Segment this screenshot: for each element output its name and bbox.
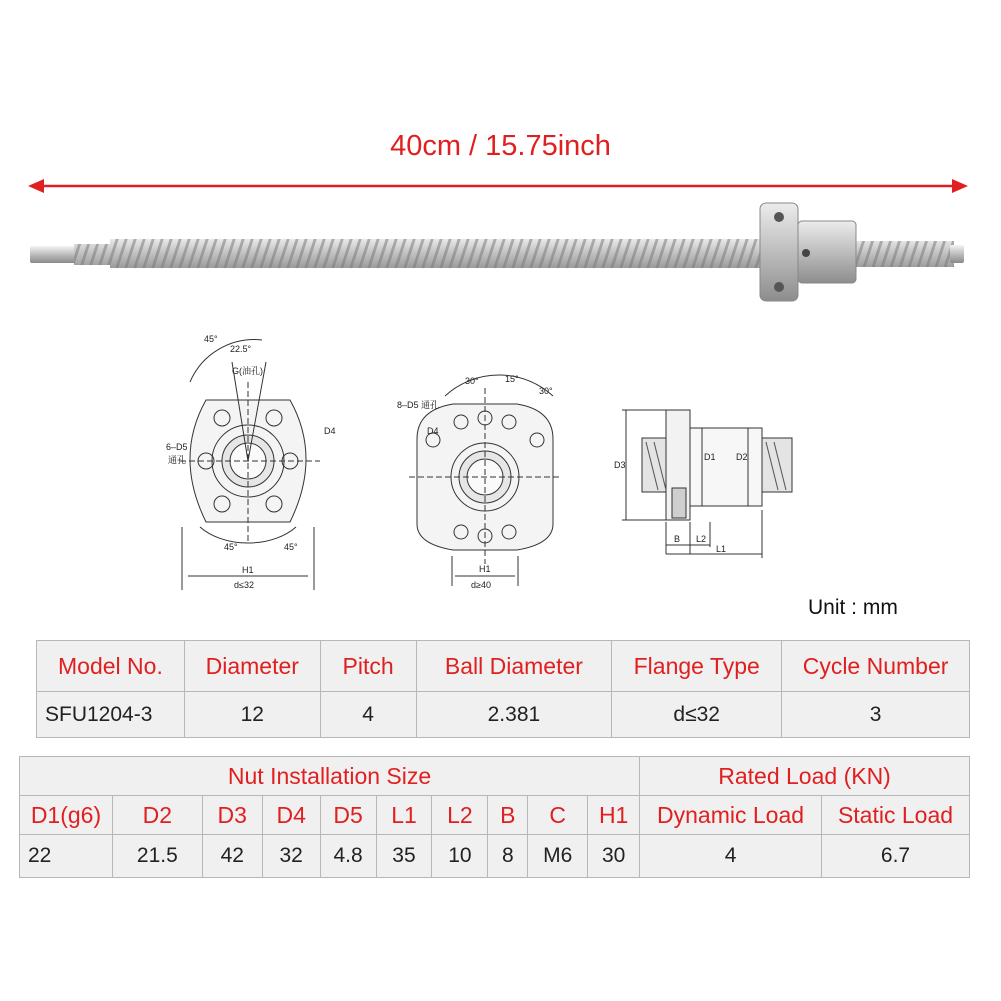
value-dynamic-load: 4	[640, 835, 822, 878]
value-d1: 22	[20, 835, 113, 878]
value-l2: 10	[432, 835, 488, 878]
d4-label: D4	[324, 426, 336, 436]
header-d4: D4	[262, 796, 320, 835]
group-nut-installation: Nut Installation Size	[20, 757, 640, 796]
h1-label-mid: H1	[479, 564, 491, 574]
model-table-header-row	[37, 641, 970, 692]
header-c: C	[528, 796, 588, 835]
unit-label: Unit : mm	[808, 596, 898, 619]
nut-size-table	[19, 756, 970, 878]
nut-side-view-diagram	[612, 402, 800, 562]
angle-22-5: 22.5°	[230, 344, 252, 354]
header-d2: D2	[112, 796, 202, 835]
flange-spec-mid: d≥40	[471, 580, 491, 590]
nut-table-header-row	[20, 796, 970, 835]
angle-30-right: 30°	[539, 386, 553, 396]
model-table-value-row	[37, 692, 970, 738]
header-d3: D3	[202, 796, 262, 835]
d2-label: D2	[736, 452, 748, 462]
header-d1: D1(g6)	[20, 796, 113, 835]
header-l1: L1	[376, 796, 432, 835]
angle-30-left: 30°	[465, 376, 479, 386]
value-ball-diameter: 2.381	[416, 692, 612, 738]
flange-diagram-8hole	[395, 364, 575, 592]
value-d3: 42	[202, 835, 262, 878]
header-b: B	[488, 796, 528, 835]
length-label: 40cm / 15.75inch	[390, 130, 611, 162]
value-b: 8	[488, 835, 528, 878]
header-static-load: Static Load	[822, 796, 970, 835]
d3-label: D3	[614, 460, 626, 470]
value-model-no: SFU1204-3	[37, 692, 185, 738]
value-static-load: 6.7	[822, 835, 970, 878]
header-dynamic-load: Dynamic Load	[640, 796, 822, 835]
header-pitch: Pitch	[320, 641, 416, 692]
through-hole-label: 通孔	[168, 455, 187, 465]
group-rated-load: Rated Load (KN)	[640, 757, 970, 796]
flange-diagram-round	[160, 322, 340, 592]
d5-8hole-label: 8–D5 通孔	[397, 400, 440, 410]
angle-45-br: 45°	[284, 542, 298, 552]
h1-label: H1	[242, 565, 254, 575]
b-label: B	[674, 534, 681, 544]
angle-15: 15°	[505, 374, 519, 384]
value-flange-type: d≤32	[612, 692, 782, 738]
header-d5: D5	[320, 796, 376, 835]
angle-45-top: 45°	[204, 334, 218, 344]
value-c: M6	[528, 835, 588, 878]
d5-label: 6–D5	[166, 442, 188, 452]
ball-screw-image	[22, 195, 972, 310]
header-ball-diameter: Ball Diameter	[416, 641, 612, 692]
flange-spec: d≤32	[234, 580, 254, 590]
l2-label: L2	[696, 534, 707, 544]
header-diameter: Diameter	[184, 641, 320, 692]
d1-label: D1	[704, 452, 716, 462]
header-l2: L2	[432, 796, 488, 835]
l1-label: L1	[716, 544, 727, 554]
value-d5: 4.8	[320, 835, 376, 878]
value-d2: 21.5	[112, 835, 202, 878]
nut-table-group-row	[20, 757, 970, 796]
model-spec-table	[36, 640, 970, 738]
value-pitch: 4	[320, 692, 416, 738]
header-h1: H1	[588, 796, 640, 835]
value-h1: 30	[588, 835, 640, 878]
header-flange-type: Flange Type	[612, 641, 782, 692]
nut-table-value-row	[20, 835, 970, 878]
value-d4: 32	[262, 835, 320, 878]
g-oil-hole-label: G(油孔)	[232, 366, 263, 376]
dimension-arrow	[28, 176, 968, 196]
header-cycle-number: Cycle Number	[782, 641, 970, 692]
d4-label-mid: D4	[427, 426, 439, 436]
value-l1: 35	[376, 835, 432, 878]
value-diameter: 12	[184, 692, 320, 738]
angle-45-bl: 45°	[224, 542, 238, 552]
value-cycle-number: 3	[782, 692, 970, 738]
header-model-no: Model No.	[37, 641, 185, 692]
